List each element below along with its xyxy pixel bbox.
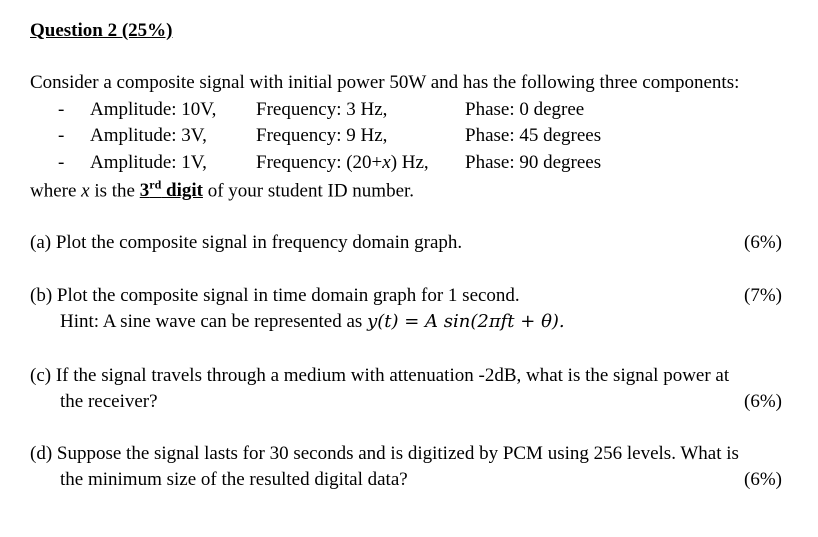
amplitude-1: Amplitude: 10V,: [90, 99, 217, 120]
component-row-2: [30, 125, 730, 149]
bullet-dash: -: [58, 125, 65, 146]
question-b-text: (b) Plot the composite signal in time domain graph for 1 second.: [30, 285, 520, 306]
where-note: where x is the 3rd digit of your student ID number.: [30, 178, 415, 202]
frequency-3: Frequency: (20+x) Hz,: [256, 152, 429, 173]
question-a-text: (a) Plot the composite signal in frequency domain graph.: [30, 232, 463, 253]
bullet-dash: -: [58, 152, 65, 173]
question-d-line2: the minimum size of the resulted digital data?: [60, 469, 408, 490]
question-title: Question 2 (25%): [30, 20, 173, 41]
ordinal-highlight: 3rd digit: [139, 178, 203, 202]
question-d-percent: (6%): [744, 469, 782, 490]
phase-3: Phase: 90 degrees: [465, 152, 602, 173]
bullet-dash: -: [58, 99, 65, 120]
question-b-hint: Hint: A sine wave can be represented as y(t) = A sin(2πft + θ).: [60, 311, 565, 332]
component-row-1: [30, 99, 730, 123]
frequency-2: Frequency: 9 Hz,: [256, 125, 388, 146]
component-row-3: [30, 152, 730, 176]
question-d-text: (d) Suppose the signal lasts for 30 seconds and is digitized by PCM using 256 levels. What is: [30, 443, 739, 464]
intro-text: Consider a composite signal with initial power 50W and has the following three components:: [30, 72, 740, 93]
sine-formula: y(t) = A sin(2πft + θ).: [367, 311, 565, 332]
phase-2: Phase: 45 degrees: [465, 125, 602, 146]
question-c-percent: (6%): [744, 391, 782, 412]
amplitude-2: Amplitude: 3V,: [90, 125, 207, 146]
frequency-1: Frequency: 3 Hz,: [256, 99, 388, 120]
amplitude-3: Amplitude: 1V,: [90, 152, 207, 173]
question-c-line2: the receiver?: [60, 391, 158, 412]
phase-1: Phase: 0 degree: [465, 99, 585, 120]
question-c-text: (c) If the signal travels through a medium with attenuation -2dB, what is the signal power at: [30, 365, 730, 386]
question-b-percent: (7%): [744, 285, 782, 306]
question-a-percent: (6%): [744, 232, 782, 253]
